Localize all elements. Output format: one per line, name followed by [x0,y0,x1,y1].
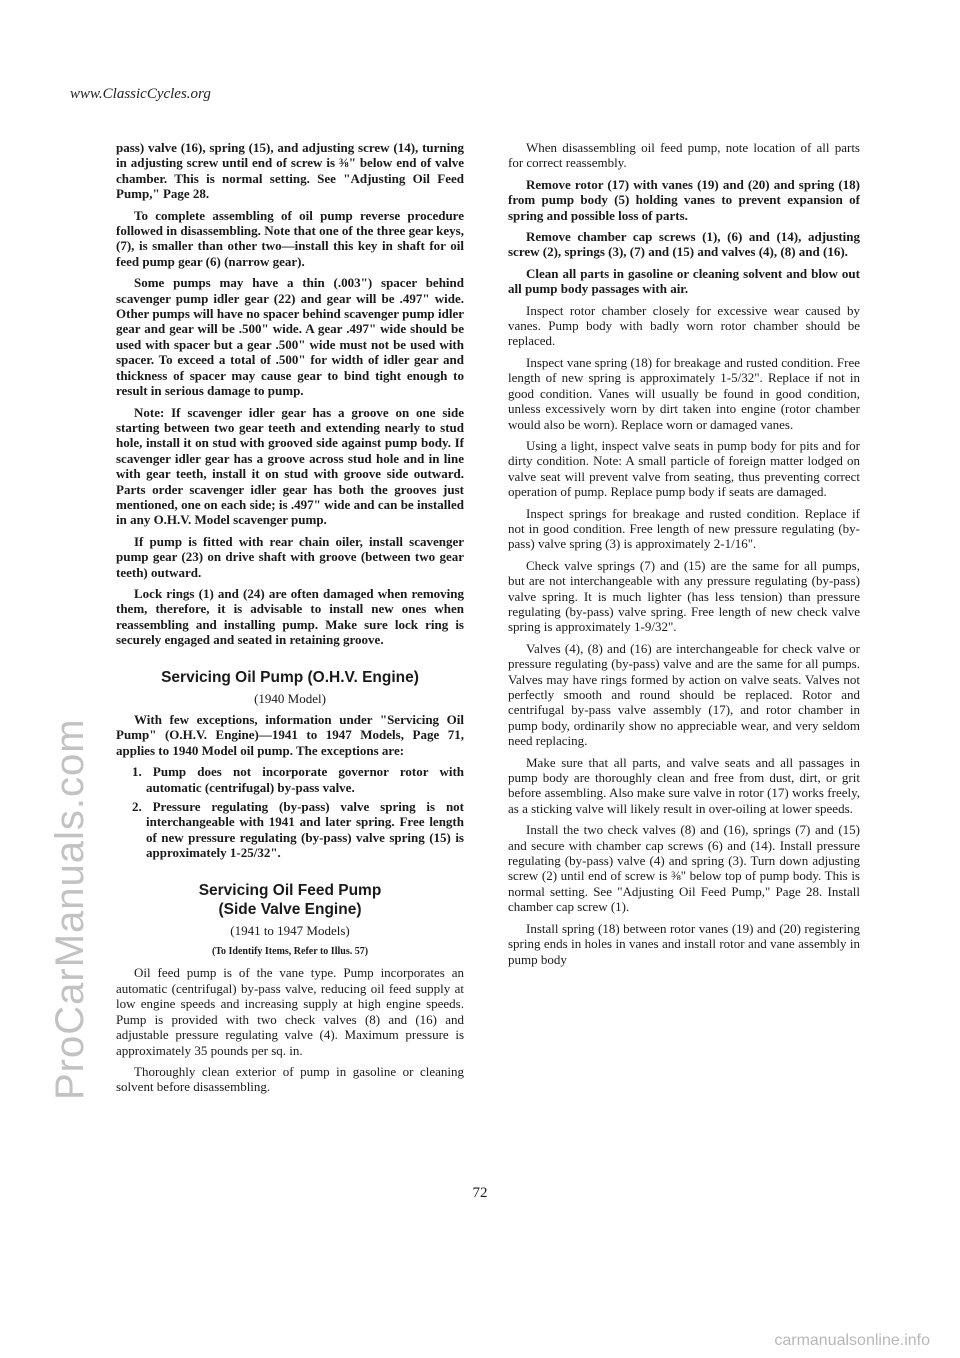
section-heading: Servicing Oil Pump (O.H.V. Engine) [161,668,419,686]
section-subheading: (1940 Model) [254,690,326,706]
illustration-reference: (To Identify Items, Refer to Illus. 57) [211,946,369,958]
paragraph: Oil feed pump is of the vane type. Pump incorporates an automatic (centrifugal) by-pass valve, reducing oil feed supply at low engine speeds and increasing supply at high engine speeds. Pump is provided with two check valves (8) and (16) and adjustable pressure regulating valve (4). Maximum pressure is approximately 35 pounds per sq. in. [116,965,464,1058]
right-column [508,140,860,973]
paragraph: Remove chamber cap screws (1), (6) and (14), adjusting screw (2), springs (3), (7) and (15) and valves (4), (8) and (16). [508,229,860,260]
paragraph: Check valve springs (7) and (15) are the same for all pumps, but are not interchangeable with any pressure regulating (by-pass) valve spring. It is much lighter (has less tension) than pressure regulating (by-pass) valve spring. Free length of new check valve spring is approximately 1-9/32". [508,557,860,635]
left-column [116,140,464,1101]
paragraph: Thoroughly clean exterior of pump in gasoline or cleaning solvent before disassembling. [116,1063,464,1095]
paragraph: Clean all parts in gasoline or cleaning solvent and blow out all pump body passages with air. [508,265,860,297]
paragraph: Inspect rotor chamber closely for excessive wear caused by vanes. Pump body with badly worn rotor chamber should be replaced. [508,302,860,349]
section-heading [116,881,464,919]
paragraph: With few exceptions, information under "Servicing Oil Pump" (O.H.V. Engine)—1941 to 1947 Models, Page 71, applies to 1940 Model oil pump. The exceptions are: [116,712,464,758]
paragraph: Some pumps may have a thin (.003") spacer behind scavenger pump idler gear (22) and gear will be .497" wide. Other pumps will have no spacer behind scavenger pump idler gear and gear will be .500" wide. A gear .497" wide should be used with spacer but a gear .500" wide must not be used with spacer. To exceed a total of .500" for width of idler gear and thickness of spacer may cause gear to bind tight enough to result in serious damage to pump. [116,275,464,399]
list-item: 1. Pump does not incorporate governor rotor with automatic (centrifugal) by-pass valve. [132,764,464,795]
paragraph: To complete assembling of oil pump reverse procedure followed in disassembling. Note that one of the three gear keys, (7), is smaller than other two—install this key in shaft for oil feed pump gear (6) (narrow gear). [116,207,464,269]
section-subheading: (1941 to 1947 Models) [230,922,350,938]
paragraph: When disassembling oil feed pump, note location of all parts for correct reassembly. [508,140,860,171]
paragraph: Remove rotor (17) with vanes (19) and (20) and spring (18) from pump body (5) holding vanes to prevent expansion of spring and possible loss of parts. [508,176,860,223]
paragraph: Note: If scavenger idler gear has a groove on one side starting between two gear teeth and extending nearly to stud hole, install it on stud with grooved side against pump body. If scavenger idler gear has a groove across stud hole and in line with gear teeth, install it on stud with groove side outward. Parts order scavenger idler gear has both the grooves just mentioned, one on each side; is .497" wide and can be installed in any O.H.V. Model scavenger pump. [116,404,464,528]
footer-watermark: carmanualsonline.info [774,1332,930,1349]
paragraph: Install the two check valves (8) and (16), springs (7) and (15) and secure with chamber cap screws (6) and (14). Install pressure regulating (by-pass) valve (4) and spring (3). Turn down adjusting screw (2) until end of screw is ⅜" below top of pump body. This is normal setting. See "Adjusting Oil Feed Pump," Page 28. Install chamber cap screw (1). [508,822,860,915]
paragraph: If pump is fitted with rear chain oiler, install scavenger pump gear (23) on drive shaft with groove (between two gear teeth) outward. [116,533,464,580]
side-watermark: ProCarManuals.com [48,718,92,1100]
section-heading-line2: (Side Valve Engine) [218,900,362,918]
paragraph: Inspect vane spring (18) for breakage and rusted condition. Free length of new spring is approximately 1-5/32". Replace if not in good condition. Vanes will usually be found in good condition, unless excessively worn by dirt taken into engine (rotor chamber would also be worn). Replace worn or damaged vanes. [508,354,860,432]
paragraph: Inspect springs for breakage and rusted condition. Replace if not in good condition. Free length of new pressure regulating (by-pass) valve spring (3) is approximately 2-1/16". [508,505,860,552]
page-number: 72 [472,1185,488,1201]
site-url-header: www.ClassicCycles.org [70,86,211,102]
list-item: 2. Pressure regulating (by-pass) valve spring is not interchangeable with 1941 and later spring. Free length of new pressure regulating (by-pass) valve spring (15) is approximately 1-25/32". [132,799,464,861]
exceptions-list [116,764,464,860]
paragraph: Make sure that all parts, and valve seats and all passages in pump body are thoroughly clean and free from dust, dirt, or grit before assembling. Also make sure valve in rotor (17) works freely, as a sticking valve will likely result in over-oiling at lower speeds. [508,754,860,816]
paragraph: Lock rings (1) and (24) are often damaged when removing them, therefore, it is advisable to install new ones when reassembling and installing pump. Make sure lock ring is securely engaged and seated in retaining groove. [116,585,464,648]
paragraph: Valves (4), (8) and (16) are interchangeable for check valve or pressure regulating (by-pass) valve and are the same for all pumps. Valves may have rings formed by action on valve seats. Valves not perfectly smooth and round should be replaced. Rotor and centrifugal by-pass valve assembly (17), and rotor chamber in pump body, ordinarily show no appreciable wear, and very seldom need replacing. [508,640,860,749]
paragraph: Using a light, inspect valve seats in pump body for pits and for dirty condition. Note: A small particle of foreign matter lodged on valve seat will prevent valve from seating, thus preventing correct operation of pump. Replace pump body if seats are damaged. [508,437,860,500]
paragraph: pass) valve (16), spring (15), and adjusting screw (14), turning in adjusting screw until end of screw is ⅜" below end of valve chamber. This is normal setting. See "Adjusting Oil Feed Pump," Page 28. [116,140,464,202]
paragraph: Install spring (18) between rotor vanes (19) and (20) registering spring ends in holes in vanes and install rotor and vane assembly in pump body [508,920,860,967]
section-heading-line1: Servicing Oil Feed Pump [198,881,382,899]
